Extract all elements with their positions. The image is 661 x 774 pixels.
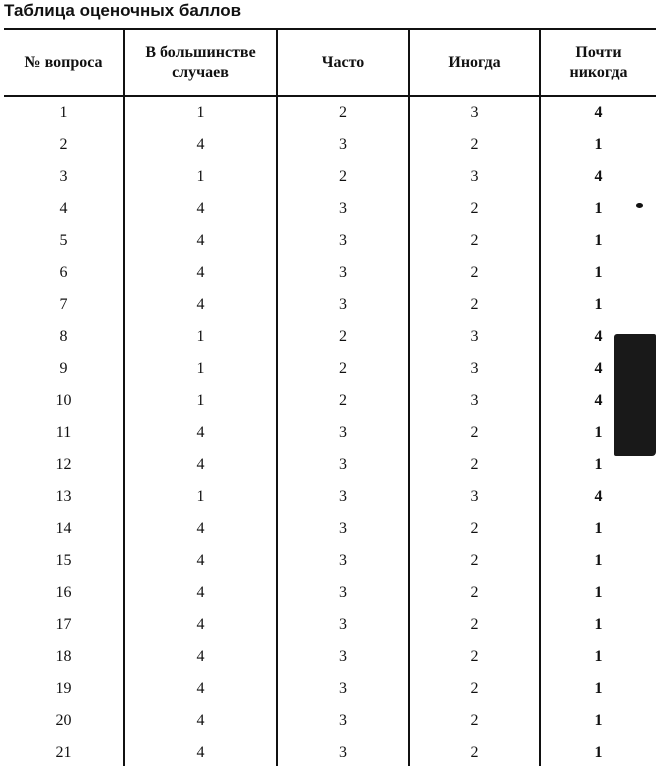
most-cases-cell: 4 bbox=[196, 296, 205, 313]
almost-never-cell: 4 bbox=[594, 392, 603, 409]
most-cases-cell: 4 bbox=[196, 264, 205, 281]
most-cases-cell: 4 bbox=[196, 552, 205, 569]
often-cell: 3 bbox=[339, 680, 347, 697]
most-cases-cell: 4 bbox=[196, 456, 205, 473]
sometimes-cell: 2 bbox=[470, 424, 479, 441]
most-cases-cell: 4 bbox=[196, 680, 205, 697]
sometimes-cell: 2 bbox=[470, 136, 479, 153]
table-row bbox=[4, 673, 656, 705]
most-cases-cell: 4 bbox=[196, 136, 205, 153]
often-cell: 2 bbox=[339, 392, 347, 409]
most-cases-cell: 4 bbox=[196, 200, 205, 217]
sometimes-cell: 2 bbox=[470, 520, 479, 537]
almost-never-cell: 1 bbox=[594, 680, 603, 697]
table-row bbox=[4, 577, 656, 609]
question-number-cell: 5 bbox=[59, 232, 68, 249]
almost-never-cell: 4 bbox=[594, 168, 603, 185]
often-cell: 3 bbox=[339, 264, 347, 281]
almost-never-cell: 1 bbox=[594, 648, 603, 665]
sometimes-cell: 2 bbox=[470, 616, 479, 633]
table-row bbox=[4, 257, 656, 289]
question-number-cell: 16 bbox=[55, 584, 72, 601]
table-row bbox=[4, 353, 656, 385]
almost-never-cell: 1 bbox=[594, 264, 603, 281]
question-number-cell: 18 bbox=[55, 648, 72, 665]
often-cell: 3 bbox=[339, 648, 347, 665]
table-row bbox=[4, 545, 656, 577]
table-row bbox=[4, 641, 656, 673]
most-cases-cell: 1 bbox=[196, 168, 205, 185]
table-row bbox=[4, 705, 656, 737]
ink-speck bbox=[636, 203, 643, 208]
table-row bbox=[4, 417, 656, 449]
sometimes-cell: 3 bbox=[470, 104, 479, 121]
question-number-cell: 11 bbox=[55, 424, 72, 441]
most-cases-cell: 4 bbox=[196, 744, 205, 761]
table-row bbox=[4, 609, 656, 641]
often-cell: 3 bbox=[339, 232, 347, 249]
sometimes-cell: 2 bbox=[470, 264, 479, 281]
question-number-cell: 14 bbox=[55, 520, 72, 537]
header-almost-never: Почти никогда bbox=[569, 43, 628, 81]
most-cases-cell: 4 bbox=[196, 232, 205, 249]
often-cell: 3 bbox=[339, 296, 347, 313]
question-number-cell: 1 bbox=[59, 104, 68, 121]
sometimes-cell: 2 bbox=[470, 680, 479, 697]
sometimes-cell: 3 bbox=[470, 392, 479, 409]
almost-never-cell: 4 bbox=[594, 328, 603, 345]
sometimes-cell: 3 bbox=[470, 168, 479, 185]
often-cell: 3 bbox=[339, 488, 347, 505]
question-number-cell: 9 bbox=[59, 360, 68, 377]
score-table bbox=[4, 28, 656, 768]
sometimes-cell: 2 bbox=[470, 584, 479, 601]
sometimes-cell: 3 bbox=[470, 360, 479, 377]
almost-never-cell: 1 bbox=[594, 296, 603, 313]
table-row bbox=[4, 225, 656, 257]
most-cases-cell: 4 bbox=[196, 520, 205, 537]
question-number-cell: 7 bbox=[59, 296, 68, 313]
almost-never-cell: 1 bbox=[594, 520, 603, 537]
table-row bbox=[4, 737, 656, 769]
question-number-cell: 19 bbox=[55, 680, 72, 697]
often-cell: 2 bbox=[339, 360, 347, 377]
question-number-cell: 2 bbox=[59, 136, 68, 153]
sometimes-cell: 2 bbox=[470, 648, 479, 665]
most-cases-cell: 1 bbox=[196, 488, 205, 505]
often-cell: 3 bbox=[339, 712, 347, 729]
page-title: Таблица оценочных баллов bbox=[4, 1, 242, 20]
sometimes-cell: 2 bbox=[470, 712, 479, 729]
table-body bbox=[4, 97, 656, 769]
almost-never-cell: 1 bbox=[594, 136, 603, 153]
sometimes-cell: 2 bbox=[470, 552, 479, 569]
almost-never-cell: 1 bbox=[594, 616, 603, 633]
often-cell: 3 bbox=[339, 424, 347, 441]
question-number-cell: 13 bbox=[55, 488, 72, 505]
often-cell: 3 bbox=[339, 552, 347, 569]
question-number-cell: 17 bbox=[55, 616, 72, 633]
almost-never-cell: 1 bbox=[594, 232, 603, 249]
table-row bbox=[4, 513, 656, 545]
question-number-cell: 15 bbox=[55, 552, 72, 569]
most-cases-cell: 1 bbox=[196, 328, 205, 345]
often-cell: 2 bbox=[339, 168, 347, 185]
almost-never-cell: 1 bbox=[594, 424, 603, 441]
sometimes-cell: 2 bbox=[470, 744, 479, 761]
almost-never-cell: 1 bbox=[594, 456, 603, 473]
often-cell: 3 bbox=[339, 584, 347, 601]
table-row bbox=[4, 481, 656, 513]
table-row bbox=[4, 97, 656, 129]
often-cell: 3 bbox=[339, 456, 347, 473]
almost-never-cell: 4 bbox=[594, 488, 603, 505]
question-number-cell: 8 bbox=[59, 328, 68, 345]
most-cases-cell: 4 bbox=[196, 584, 205, 601]
often-cell: 3 bbox=[339, 200, 347, 217]
most-cases-cell: 1 bbox=[196, 392, 205, 409]
most-cases-cell: 1 bbox=[196, 104, 205, 121]
sometimes-cell: 3 bbox=[470, 328, 479, 345]
header-sometimes: Иногда bbox=[448, 53, 501, 71]
most-cases-cell: 4 bbox=[196, 712, 205, 729]
question-number-cell: 3 bbox=[59, 168, 68, 185]
almost-never-cell: 1 bbox=[594, 552, 603, 569]
table-row bbox=[4, 289, 656, 321]
question-number-cell: 10 bbox=[55, 392, 72, 409]
sometimes-cell: 2 bbox=[470, 232, 479, 249]
most-cases-cell: 4 bbox=[196, 648, 205, 665]
table-row bbox=[4, 129, 656, 161]
table-row bbox=[4, 193, 656, 225]
often-cell: 3 bbox=[339, 744, 347, 761]
sometimes-cell: 3 bbox=[470, 488, 479, 505]
table-row bbox=[4, 161, 656, 193]
header-often: Часто bbox=[321, 53, 365, 71]
often-cell: 2 bbox=[339, 104, 347, 121]
question-number-cell: 6 bbox=[59, 264, 68, 281]
table-row bbox=[4, 385, 656, 417]
almost-never-cell: 1 bbox=[594, 200, 603, 217]
almost-never-cell: 1 bbox=[594, 584, 603, 601]
question-number-cell: 4 bbox=[59, 200, 68, 217]
often-cell: 3 bbox=[339, 136, 347, 153]
almost-never-cell: 1 bbox=[594, 744, 603, 761]
often-cell: 2 bbox=[339, 328, 347, 345]
table-row bbox=[4, 321, 656, 353]
header-most-cases: В большинстве случаев bbox=[145, 43, 256, 81]
almost-never-cell: 4 bbox=[594, 104, 603, 121]
ink-smudge bbox=[614, 334, 656, 456]
question-number-cell: 12 bbox=[55, 456, 72, 473]
often-cell: 3 bbox=[339, 616, 347, 633]
most-cases-cell: 4 bbox=[196, 424, 205, 441]
sometimes-cell: 2 bbox=[470, 200, 479, 217]
most-cases-cell: 1 bbox=[196, 360, 205, 377]
often-cell: 3 bbox=[339, 520, 347, 537]
sometimes-cell: 2 bbox=[470, 296, 479, 313]
header-question-number: № вопроса bbox=[24, 53, 103, 71]
almost-never-cell: 1 bbox=[594, 712, 603, 729]
most-cases-cell: 4 bbox=[196, 616, 205, 633]
almost-never-cell: 4 bbox=[594, 360, 603, 377]
question-number-cell: 20 bbox=[55, 712, 72, 729]
table-row bbox=[4, 449, 656, 481]
question-number-cell: 21 bbox=[55, 744, 72, 761]
sometimes-cell: 2 bbox=[470, 456, 479, 473]
